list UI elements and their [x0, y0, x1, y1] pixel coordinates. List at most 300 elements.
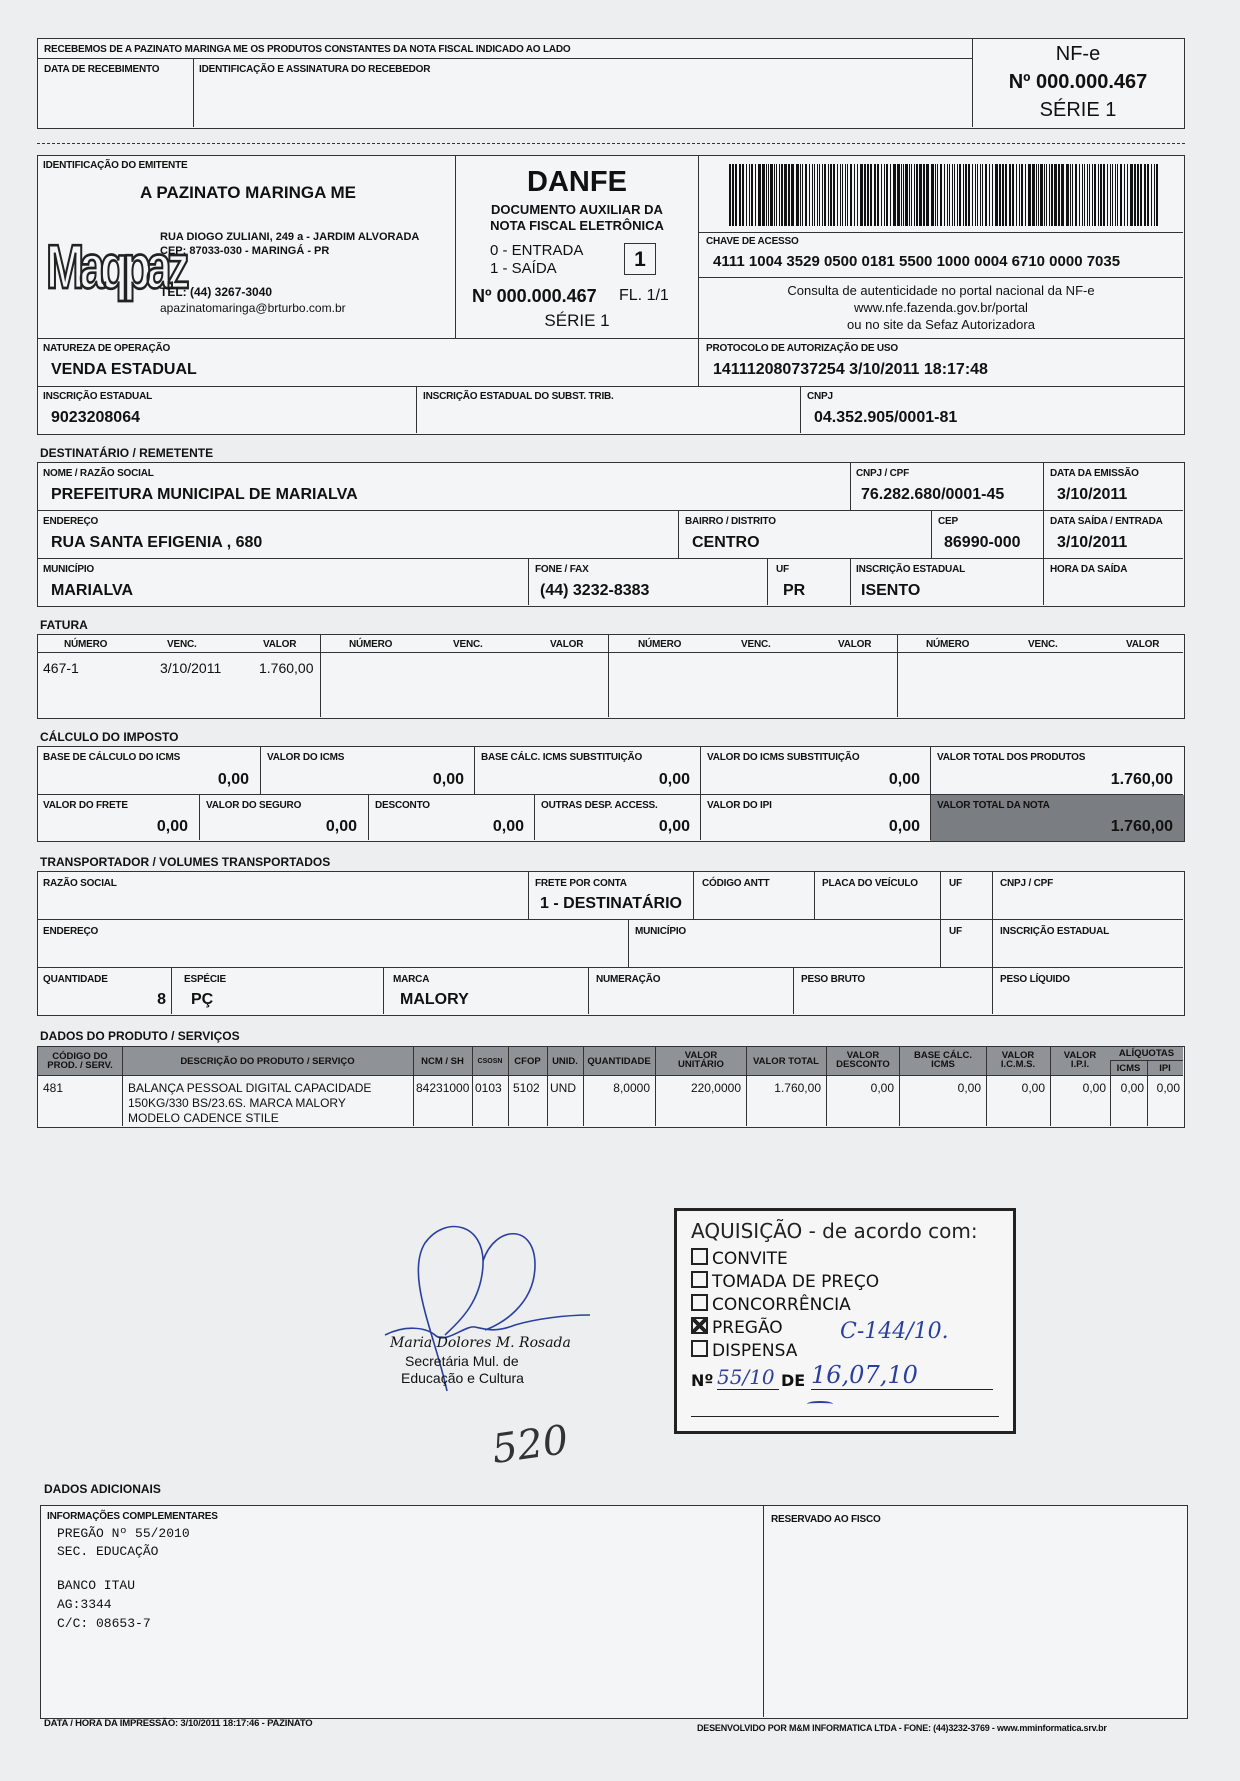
- barcode-bar: [877, 164, 879, 226]
- fatura-h-numero-1: NÚMERO: [64, 639, 108, 650]
- cut-line: [37, 143, 1185, 144]
- stamp-title: AQUISIÇÃO - de acordo com:: [691, 1219, 978, 1243]
- dest-cep-label: CEP: [938, 516, 958, 527]
- th-al-icms: ICMS: [1116, 1063, 1141, 1074]
- dest-ie-label: INSCRIÇÃO ESTADUAL: [856, 564, 965, 575]
- barcode-bar: [1032, 164, 1035, 226]
- stamp-opt3-label: CONCORRÊNCIA: [712, 1295, 851, 1315]
- fatura-h-valor-3: VALOR: [838, 639, 872, 650]
- dest-bairro-label: BAIRRO / DISTRITO: [685, 516, 776, 527]
- barcode-bar: [1112, 164, 1113, 226]
- barcode-bar: [766, 164, 767, 226]
- td-codigo: 481: [43, 1081, 64, 1095]
- barcode-bar: [729, 164, 731, 226]
- total-prod-value: 1.760,00: [1110, 771, 1173, 788]
- barcode-bar: [916, 164, 918, 226]
- barcode-bar: [854, 164, 855, 226]
- barcode-bar: [1140, 164, 1142, 226]
- barcode-bar: [814, 164, 815, 226]
- total-nota-value: 1.760,00: [1110, 818, 1173, 835]
- barcode-bar: [1005, 164, 1007, 226]
- stamp-opt2: [691, 1271, 879, 1292]
- barcode-bar: [1054, 164, 1057, 226]
- barcode-bar: [1021, 164, 1023, 226]
- fatura-h-numero-2: NÚMERO: [349, 639, 393, 650]
- valor-icms-value: 0,00: [432, 771, 464, 788]
- transp-antt-label: CÓDIGO ANTT: [702, 878, 770, 889]
- barcode-bar: [779, 164, 780, 226]
- barcode-bar: [1072, 164, 1073, 226]
- transp-placa-label: PLACA DO VEÍCULO: [822, 878, 918, 889]
- th-cfop: CFOP: [514, 1056, 541, 1067]
- seguro-label: VALOR DO SEGURO: [206, 800, 302, 811]
- transp-peso-bruto-label: PESO BRUTO: [801, 974, 865, 985]
- barcode-bar: [1044, 164, 1045, 226]
- dest-cnpj-value: 76.282.680/0001-45: [861, 486, 1005, 503]
- stamp-opt1: [691, 1248, 788, 1269]
- barcode-bar: [975, 164, 976, 226]
- valor-st-label: VALOR DO ICMS SUBSTITUIÇÃO: [707, 752, 860, 763]
- barcode-bar: [914, 164, 915, 226]
- barcode-bar: [985, 164, 987, 226]
- barcode-bar: [781, 164, 783, 226]
- ie-row: [37, 386, 1185, 435]
- barcode-bar: [824, 164, 826, 226]
- emitente-address2: CEP: 87033-030 - MARINGÁ - PR: [160, 245, 330, 257]
- barcode-bar: [903, 164, 904, 226]
- barcode-bar: [755, 164, 756, 226]
- dest-hora-label: HORA DA SAÍDA: [1050, 564, 1128, 575]
- barcode-bar: [1100, 164, 1102, 226]
- barcode-bar: [954, 164, 955, 226]
- fatura-section-label: FATURA: [40, 618, 88, 632]
- base-st-label: BASE CÁLC. ICMS SUBSTITUIÇÃO: [481, 752, 643, 763]
- produtos-section-label: DADOS DO PRODUTO / SERVIÇOS: [40, 1029, 240, 1043]
- barcode-bar: [999, 164, 1001, 226]
- acquisition-stamp: [674, 1208, 1016, 1434]
- protocolo-box: [698, 338, 1185, 387]
- barcode-bar: [980, 164, 981, 226]
- barcode-bar: [965, 164, 967, 226]
- barcode-bar: [1079, 164, 1080, 226]
- fatura-h-valor-4: VALOR: [1126, 639, 1160, 650]
- barcode-bar: [1036, 164, 1037, 226]
- th-descricao: DESCRIÇÃO DO PRODUTO / SERVIÇO: [180, 1056, 355, 1067]
- td-valor-unit: 220,0000: [690, 1081, 741, 1095]
- barcode-bar: [890, 164, 891, 226]
- barcode-bar: [1156, 164, 1158, 226]
- barcode-bar: [1061, 164, 1064, 226]
- canhoto-serie: SÉRIE 1: [1039, 99, 1117, 121]
- stamp-opt4: [691, 1317, 783, 1338]
- transp-peso-liquido-label: PESO LÍQUIDO: [1000, 974, 1070, 985]
- dest-bairro-value: CENTRO: [692, 534, 760, 551]
- barcode-bar: [1094, 164, 1096, 226]
- cnpj-value: 04.352.905/0001-81: [814, 409, 958, 426]
- transp-qtd-value: 8: [157, 991, 166, 1008]
- barcode-bar: [1151, 164, 1152, 226]
- barcode-bar: [812, 164, 813, 226]
- emitente-box: [37, 155, 457, 340]
- ie-st-label: INSCRIÇÃO ESTADUAL DO SUBST. TRIB.: [423, 391, 614, 402]
- th-ncm: NCM / SH: [421, 1056, 464, 1067]
- canhoto-nfe: NF-e: [1055, 43, 1101, 65]
- barcode-bar: [749, 164, 750, 226]
- th-valor-unit: VALOR UNITÁRIO: [678, 1050, 724, 1070]
- info-label: INFORMAÇÕES COMPLEMENTARES: [47, 1511, 218, 1522]
- td-csosn: 0103: [475, 1081, 502, 1095]
- transportador-section-label: TRANSPORTADOR / VOLUMES TRANSPORTADOS: [40, 855, 331, 869]
- barcode-bar: [1147, 164, 1149, 226]
- barcode-bar: [840, 164, 841, 226]
- barcode-bar: [758, 164, 761, 226]
- barcode-bar: [881, 164, 882, 226]
- barcode-bar: [1084, 164, 1085, 226]
- canhoto-date-label: DATA DE RECEBIMENTO: [44, 64, 160, 75]
- canhoto-id-label: IDENTIFICAÇÃO E ASSINATURA DO RECEBEDOR: [199, 64, 431, 75]
- td-valor-icms: 0,00: [1021, 1081, 1045, 1095]
- barcode-bar: [919, 164, 922, 226]
- barcode-bar: [1019, 164, 1020, 226]
- barcode-bar: [959, 164, 961, 226]
- danfe-subtitle1: DOCUMENTO AUXILIAR DA: [491, 202, 663, 217]
- barcode-bar: [893, 164, 896, 226]
- barcode-bar: [1002, 164, 1004, 226]
- dest-municipio-label: MUNICÍPIO: [43, 564, 94, 575]
- fisco-label: RESERVADO AO FISCO: [771, 1514, 881, 1525]
- danfe-entrada: 0 - ENTRADA: [490, 242, 584, 259]
- barcode-bar: [1110, 164, 1111, 226]
- barcode-bar: [1107, 164, 1108, 226]
- stamp-no-value: 55/10: [717, 1365, 779, 1390]
- barcode-bar: [1115, 164, 1116, 226]
- barcode-bar: [1070, 164, 1071, 226]
- fatura-h-venc-4: VENC.: [1028, 639, 1058, 650]
- barcode-bar: [940, 164, 942, 226]
- barcode-bar: [995, 164, 998, 226]
- transp-ie-label: INSCRIÇÃO ESTADUAL: [1000, 926, 1109, 937]
- total-prod-label: VALOR TOTAL DOS PRODUTOS: [937, 752, 1086, 763]
- barcode-bar: [837, 164, 838, 226]
- stamp-opt1-label: CONVITE: [712, 1249, 788, 1269]
- barcode-bar: [860, 164, 863, 226]
- emitente-address1: RUA DIOGO ZULIANI, 249 a - JARDIM ALVORADA: [160, 231, 420, 243]
- barcode-bar: [805, 164, 807, 226]
- dest-municipio-value: MARIALVA: [51, 582, 134, 599]
- chave-consulta2: www.nfe.fazenda.gov.br/portal: [854, 300, 1028, 315]
- ie-label: INSCRIÇÃO ESTADUAL: [43, 391, 152, 402]
- th-csosn: CSOSN: [477, 1058, 503, 1065]
- barcode-bar: [739, 164, 741, 226]
- barcode-bar: [1092, 164, 1093, 226]
- dest-uf-value: PR: [783, 582, 806, 599]
- barcode-bar: [800, 164, 801, 226]
- stamp-opt3: [691, 1294, 851, 1315]
- td-desc2: 150KG/330 BS/23.6S. MARCA MALORY: [128, 1096, 346, 1110]
- protocolo-label: PROTOCOLO DE AUTORIZAÇÃO DE USO: [706, 343, 898, 354]
- adicionais-section-label: DADOS ADICIONAIS: [44, 1482, 161, 1496]
- transp-especie-label: ESPÉCIE: [184, 974, 226, 985]
- dest-saida-label: DATA SAÍDA / ENTRADA: [1050, 516, 1163, 527]
- dest-uf-label: UF: [776, 564, 789, 575]
- barcode-bar: [989, 164, 990, 226]
- chave-box: [698, 155, 1185, 340]
- barcode-bar: [784, 164, 787, 226]
- desconto-label: DESCONTO: [375, 800, 430, 811]
- td-valor-total: 1.760,00: [774, 1081, 821, 1095]
- barcode-bar: [809, 164, 810, 226]
- transp-frete-label: FRETE POR CONTA: [535, 878, 627, 889]
- td-al-ipi: 0,00: [1156, 1081, 1180, 1095]
- th-valor-total: VALOR TOTAL: [753, 1056, 819, 1067]
- barcode-bar: [874, 164, 876, 226]
- chave-consulta3: ou no site da Sefaz Autorizadora: [847, 317, 1035, 332]
- barcode-bar: [944, 164, 945, 226]
- signature-role1: Secretária Mul. de: [405, 1353, 519, 1369]
- barcode-bar: [931, 164, 934, 226]
- valor-st-value: 0,00: [888, 771, 920, 788]
- danfe-subtitle2: NOTA FISCAL ELETRÔNICA: [490, 218, 664, 233]
- barcode-bar: [1038, 164, 1039, 226]
- stamp-mark: [807, 1401, 833, 1407]
- frete-value: 0,00: [156, 818, 188, 835]
- barcode-bar: [957, 164, 958, 226]
- info-line4: AG:3344: [57, 1597, 112, 1612]
- fatura-valor: 1.760,00: [259, 660, 314, 676]
- barcode-bar: [791, 164, 794, 226]
- transp-numeracao-label: NUMERAÇÃO: [596, 974, 661, 985]
- barcode-bar: [949, 164, 950, 226]
- canhoto-box: [37, 38, 1185, 129]
- stamp-handwritten: C-144/10.: [840, 1319, 949, 1344]
- total-nota-label: VALOR TOTAL DA NOTA: [937, 800, 1050, 811]
- th-valor-icms: VALOR I.C.M.S.: [1000, 1050, 1036, 1070]
- barcode-bar: [963, 164, 964, 226]
- info-line2: SEC. EDUCAÇÃO: [57, 1544, 159, 1559]
- td-desc3: MODELO CADENCE STILE: [128, 1111, 279, 1125]
- td-base-icms: 0,00: [957, 1081, 981, 1095]
- barcode-bar: [1066, 164, 1069, 226]
- td-valor-desc: 0,00: [870, 1081, 894, 1095]
- fatura-h-venc-1: VENC.: [167, 639, 197, 650]
- barcode-bar: [751, 164, 753, 226]
- natureza-box: [37, 338, 700, 387]
- barcode: [729, 164, 1159, 226]
- page-mark: 520: [489, 1416, 572, 1474]
- transp-cnpj-label: CNPJ / CPF: [1000, 878, 1054, 889]
- barcode-bar: [1009, 164, 1011, 226]
- barcode-bar: [884, 164, 885, 226]
- fatura-h-venc-2: VENC.: [453, 639, 483, 650]
- td-valor-ipi: 0,00: [1082, 1081, 1106, 1095]
- td-al-icms: 0,00: [1120, 1081, 1144, 1095]
- barcode-bar: [796, 164, 799, 226]
- footer-developer: DESENVOLVIDO POR M&M INFORMATICA LTDA - FONE: (44)3232-3769 - www.mminformatica.srv.br: [697, 1723, 1107, 1733]
- th-base-icms: BASE CÁLC. ICMS: [913, 1050, 973, 1070]
- dest-nome-value: PREFEITURA MUNICIPAL DE MARIALVA: [51, 486, 358, 503]
- barcode-bar: [857, 164, 858, 226]
- th-codigo: CÓDIGO DO PROD. / SERV.: [47, 1051, 113, 1071]
- barcode-bar: [972, 164, 973, 226]
- barcode-bar: [1089, 164, 1090, 226]
- barcode-bar: [1134, 164, 1136, 226]
- barcode-bar: [864, 164, 866, 226]
- barcode-bar: [968, 164, 970, 226]
- td-unid: UND: [550, 1081, 576, 1095]
- barcode-bar: [770, 164, 773, 226]
- base-icms-label: BASE DE CÁLCULO DO ICMS: [43, 752, 181, 763]
- barcode-bar: [1075, 164, 1077, 226]
- barcode-bar: [1117, 164, 1118, 226]
- danfe-folha: FL. 1/1: [619, 287, 669, 304]
- barcode-bar: [1103, 164, 1105, 226]
- ipi-label: VALOR DO IPI: [707, 800, 772, 811]
- dest-ie-value: ISENTO: [861, 582, 921, 599]
- barcode-bar: [1144, 164, 1146, 226]
- transportador-box: [37, 871, 1185, 1016]
- chave-consulta1: Consulta de autenticidade no portal nacional da NF-e: [787, 283, 1095, 298]
- barcode-bar: [822, 164, 823, 226]
- barcode-bar: [982, 164, 983, 226]
- barcode-bar: [847, 164, 848, 226]
- cnpj-label: CNPJ: [807, 391, 833, 402]
- barcode-bar: [1049, 164, 1050, 226]
- transp-marca-label: MARCA: [393, 974, 430, 985]
- danfe-title: DANFE: [527, 166, 627, 198]
- barcode-bar: [1087, 164, 1088, 226]
- barcode-bar: [850, 164, 852, 226]
- barcode-bar: [923, 164, 925, 226]
- base-st-value: 0,00: [658, 771, 690, 788]
- barcode-bar: [1127, 164, 1128, 226]
- dest-emissao-label: DATA DA EMISSÃO: [1050, 468, 1139, 479]
- chave-value: 4111 1004 3529 0500 0181 5500 1000 0004 6710 0000 7035: [713, 253, 1121, 270]
- barcode-bar: [788, 164, 790, 226]
- barcode-bar: [742, 164, 744, 226]
- barcode-bar: [1016, 164, 1017, 226]
- barcode-bar: [905, 164, 908, 226]
- barcode-bar: [845, 164, 846, 226]
- barcode-bar: [842, 164, 843, 226]
- frete-label: VALOR DO FRETE: [43, 800, 128, 811]
- barcode-bar: [1098, 164, 1099, 226]
- dest-fone-value: (44) 3232-8383: [540, 582, 650, 599]
- imposto-box: [37, 746, 1185, 842]
- canhoto-number: Nº 000.000.467: [1008, 71, 1148, 93]
- barcode-bar: [867, 164, 869, 226]
- barcode-bar: [1025, 164, 1026, 226]
- barcode-bar: [886, 164, 888, 226]
- td-cfop: 5102: [513, 1081, 540, 1095]
- dest-saida-value: 3/10/2011: [1057, 534, 1128, 551]
- barcode-bar: [901, 164, 902, 226]
- stamp-no-label: Nº: [691, 1371, 714, 1390]
- th-valor-ipi: VALOR I.P.I.: [1063, 1050, 1097, 1070]
- stamp-date-value: 16,07,10: [811, 1361, 993, 1390]
- th-valor-desc: VALOR DESCONTO: [836, 1050, 890, 1070]
- barcode-bar: [1028, 164, 1031, 226]
- barcode-bar: [828, 164, 829, 226]
- transp-uf-label: UF: [949, 878, 962, 889]
- stamp-opt5: [691, 1340, 797, 1361]
- danfe-number: Nº 000.000.467: [472, 286, 597, 306]
- barcode-bar: [1137, 164, 1139, 226]
- desconto-value: 0,00: [492, 818, 524, 835]
- barcode-bar: [802, 164, 803, 226]
- natureza-value: VENDA ESTADUAL: [51, 361, 197, 378]
- th-aliquotas: ALÍQUOTAS: [1118, 1048, 1175, 1059]
- danfe-saida: 1 - SAÍDA: [490, 260, 557, 277]
- emitente-name: A PAZINATO MARINGA ME: [140, 183, 356, 202]
- transp-marca-value: MALORY: [400, 991, 469, 1008]
- fatura-venc: 3/10/2011: [160, 660, 222, 676]
- fatura-h-numero-3: NÚMERO: [638, 639, 682, 650]
- footer-print-info: DATA / HORA DA IMPRESSÃO: 3/10/2011 18:17:46 - PAZINATO: [44, 1718, 313, 1729]
- info-line1: PREGÃO Nº 55/2010: [57, 1526, 190, 1541]
- stamp-opt5-label: DISPENSA: [712, 1341, 798, 1361]
- transp-especie-value: PÇ: [191, 991, 214, 1008]
- ipi-value: 0,00: [888, 818, 920, 835]
- adicionais-box: [40, 1505, 1188, 1719]
- fatura-h-valor-2: VALOR: [550, 639, 584, 650]
- natureza-label: NATUREZA DE OPERAÇÃO: [43, 343, 171, 354]
- dest-cnpj-label: CNPJ / CPF: [856, 468, 910, 479]
- th-quantidade: QUANTIDADE: [587, 1056, 651, 1067]
- th-unid: UNID.: [552, 1056, 578, 1067]
- barcode-bar: [776, 164, 777, 226]
- outras-value: 0,00: [658, 818, 690, 835]
- stamp-opt4-label: PREGÃO: [712, 1318, 783, 1338]
- emitente-email: apazinatomaringa@brturbo.com.br: [160, 301, 346, 315]
- barcode-bar: [762, 164, 765, 226]
- barcode-bar: [937, 164, 938, 226]
- barcode-bar: [1120, 164, 1122, 226]
- barcode-bar: [830, 164, 832, 226]
- transp-razao-label: RAZÃO SOCIAL: [43, 878, 117, 889]
- barcode-bar: [897, 164, 900, 226]
- destinatario-box: [37, 462, 1185, 607]
- fatura-box: [37, 634, 1185, 719]
- fatura-h-valor-1: VALOR: [263, 639, 297, 650]
- dest-nome-label: NOME / RAZÃO SOCIAL: [43, 468, 154, 479]
- barcode-bar: [833, 164, 835, 226]
- barcode-bar: [746, 164, 747, 226]
- barcode-bar: [1040, 164, 1043, 226]
- barcode-bar: [952, 164, 953, 226]
- barcode-bar: [1124, 164, 1125, 226]
- protocolo-value: 141112080737254 3/10/2011 18:17:48: [713, 361, 988, 378]
- valor-icms-label: VALOR DO ICMS: [267, 752, 345, 763]
- barcode-bar: [947, 164, 948, 226]
- barcode-bar: [732, 164, 734, 226]
- transp-uf2-label: UF: [949, 926, 962, 937]
- barcode-bar: [1046, 164, 1047, 226]
- barcode-bar: [1051, 164, 1053, 226]
- barcode-bar: [774, 164, 775, 226]
- emitente-logo: Maqpaz: [46, 231, 185, 302]
- barcode-bar: [909, 164, 910, 226]
- base-icms-value: 0,00: [217, 771, 249, 788]
- stamp-de-label: DE: [781, 1371, 806, 1390]
- info-line5: C/C: 08653-7: [57, 1616, 151, 1631]
- stamp-line: [691, 1416, 999, 1417]
- info-line3: BANCO ITAU: [57, 1578, 136, 1593]
- transp-frete-value: 1 - DESTINATÁRIO: [540, 895, 682, 912]
- dest-cep-value: 86990-000: [944, 534, 1021, 551]
- signature-name: Maria Dolores M. Rosada: [390, 1335, 571, 1351]
- barcode-bar: [870, 164, 872, 226]
- transp-qtd-label: QUANTIDADE: [43, 974, 108, 985]
